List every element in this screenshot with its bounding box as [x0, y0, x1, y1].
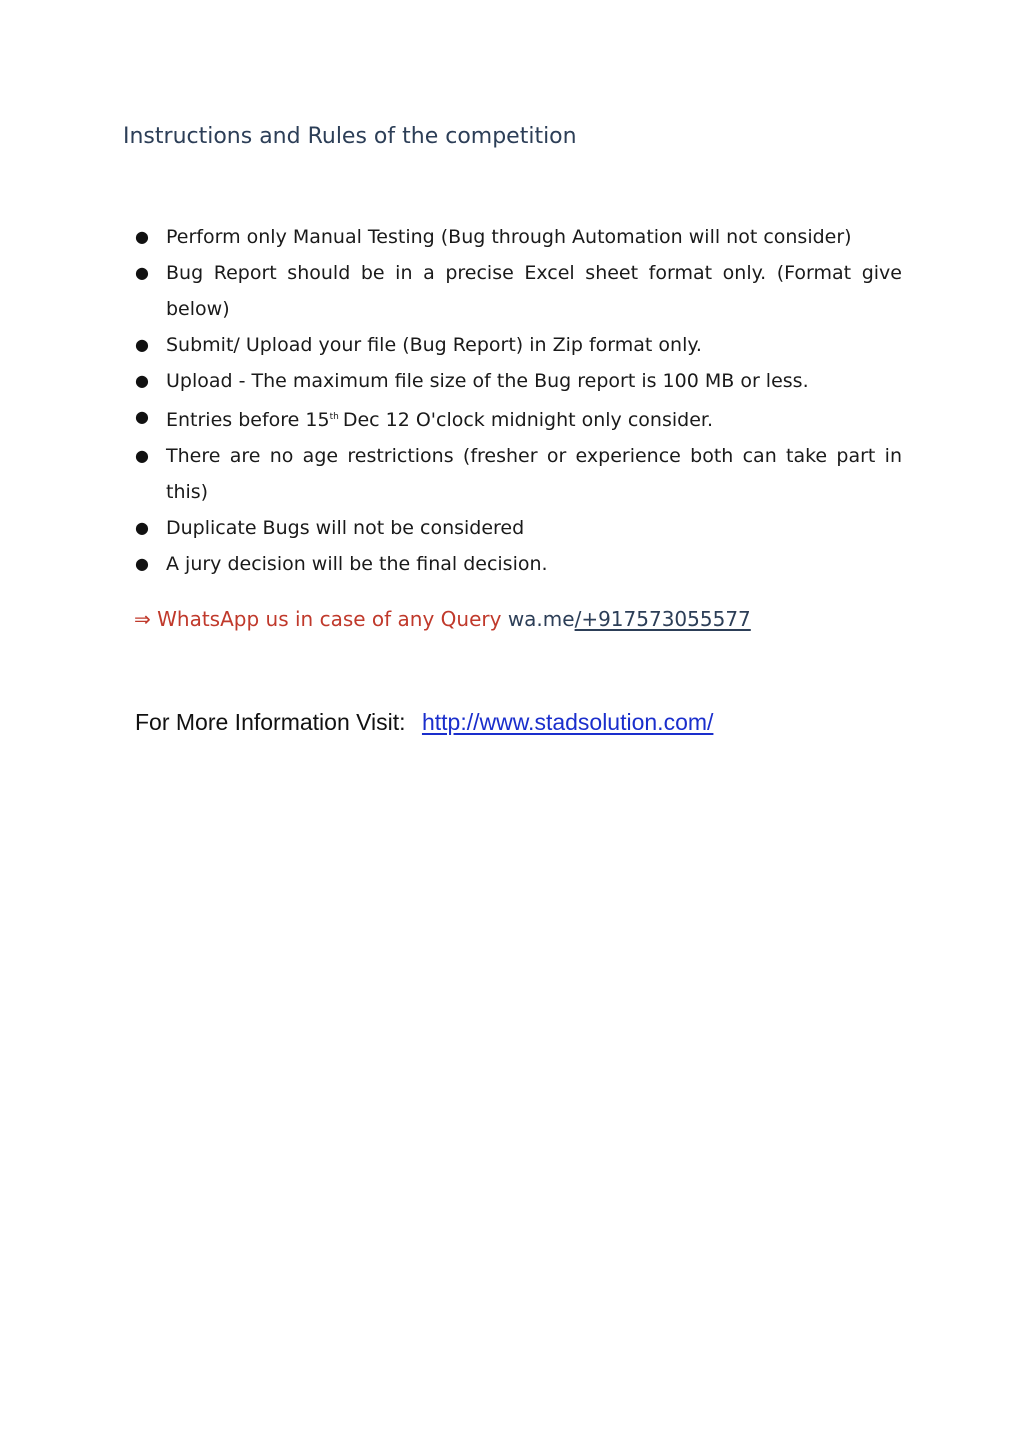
bullet-dot-icon: ●	[135, 407, 149, 426]
more-info-label: For More Information Visit:	[135, 709, 406, 735]
rules-list	[132, 219, 902, 582]
bullet-dot-icon: ●	[135, 335, 149, 354]
whatsapp-text: WhatsApp us in case of any Query	[157, 607, 502, 631]
whatsapp-link-prefix: wa.me	[507, 607, 575, 631]
rule-text: Upload - The maximum file size of the Bug report is 100 MB or less.	[166, 370, 809, 392]
double-arrow-right-icon: ⇒	[134, 607, 151, 631]
bullet-dot-icon: ●	[135, 227, 149, 246]
rule-text-after: Dec 12 O'clock midnight only consider.	[342, 409, 713, 431]
list-item	[132, 546, 902, 582]
bullet-dot-icon: ●	[135, 371, 149, 390]
more-info-line	[135, 706, 713, 738]
rule-text: There are no age restrictions (fresher or experience both can take part in this)	[166, 445, 902, 503]
list-item	[132, 399, 902, 438]
list-item	[132, 438, 902, 510]
bullet-dot-icon: ●	[135, 518, 149, 537]
rule-text: Submit/ Upload your file (Bug Report) in Zip format only.	[166, 334, 702, 356]
website-link[interactable]: http://www.stadsolution.com/	[421, 709, 714, 735]
page-title: Instructions and Rules of the competition	[123, 124, 577, 149]
list-item	[132, 363, 902, 399]
whatsapp-contact-line	[134, 604, 751, 634]
bullet-dot-icon: ●	[135, 446, 149, 465]
list-item	[132, 255, 902, 327]
whatsapp-link-number: /+917573055577	[574, 607, 751, 631]
list-item	[132, 327, 902, 363]
bullet-dot-icon: ●	[135, 554, 149, 573]
rule-text: Bug Report should be in a precise Excel sheet format only. (Format give below)	[166, 262, 902, 320]
list-item	[132, 510, 902, 546]
rule-text: A jury decision will be the final decision.	[166, 553, 548, 575]
rule-text: Perform only Manual Testing (Bug through Automation will not consider)	[166, 226, 852, 248]
bullet-dot-icon: ●	[135, 263, 149, 282]
rule-text-before: Entries before 15	[166, 409, 330, 431]
whatsapp-link[interactable]	[508, 607, 751, 631]
list-item	[132, 219, 902, 255]
rule-text: Duplicate Bugs will not be considered	[166, 517, 525, 539]
ordinal-superscript: th	[329, 412, 339, 422]
